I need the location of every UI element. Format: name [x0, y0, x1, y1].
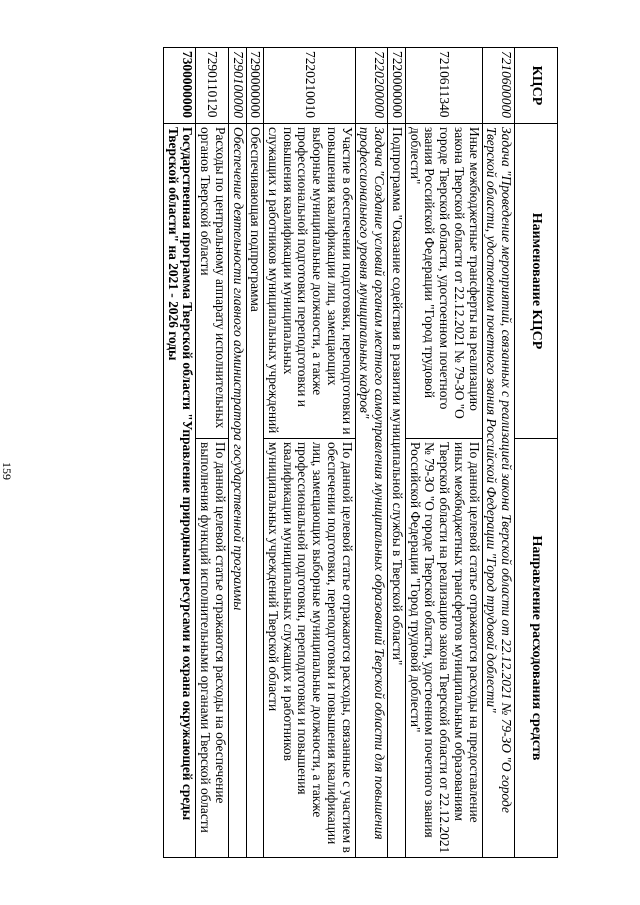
row-merged-text: Государственная программа Тверской области "Управление природными ресурсами и охрана окружающей среды Тверской области" на 2021 - 2026 годы	[163, 124, 195, 858]
table-row	[388, 48, 406, 858]
row-code: 7220200000	[355, 48, 387, 124]
kcsr-table	[163, 47, 558, 858]
row-direction: По данной целевой статье отражаются расходы, связанные с участием в обеспечении подготовки, переподготовки и повышения квалификации лиц, замещающих выборные муниципальные должности, а также профессиональной подготовки, переподготовки и повышения квалификации муниципальных служащих и работников муниципальных учреждений Тверской области	[264, 439, 355, 858]
header-direction: Направление расходования средств	[515, 439, 558, 858]
row-code: 7220000000	[388, 48, 406, 124]
table-header-row	[515, 48, 558, 858]
table-row	[264, 48, 355, 858]
row-merged-text: Обеспечивающая подпрограмма	[246, 124, 264, 858]
row-code: 7290000000	[246, 48, 264, 124]
row-merged-text: Задача "Проведение мероприятий, связанных с реализацией закона Тверской области от 22.12.2021 № 79-ЗО "О городе Тверской области, удостоенном почетного звания Российской Федерации "Город трудовой доблести"	[482, 124, 514, 858]
table-row	[246, 48, 264, 858]
row-merged-text: Подпрограмма "Оказание содействия в развитии муниципальной службы в Тверской области"	[388, 124, 406, 858]
row-merged-text: Задача "Создание условий органам местного самоуправления муниципальных образований Тверской области для повышения профессионального уровня муниципальных кадров"	[355, 124, 387, 858]
row-code: 7210611340	[405, 48, 482, 124]
table-row	[355, 48, 387, 858]
row-direction: По данной целевой статье отражаются расходы на предоставление иных межбюджетных трансфертов муниципальным образованиям Тверской области на реализацию закона Тверской области от 22.12.2021 № 79-ЗО "О городе Тверской области, удостоенном почетного звания Российской Федерации "Город трудовой доблести"	[405, 439, 482, 858]
row-name: Расходы по центральному аппарату исполнительных органов Тверской области	[196, 124, 228, 439]
row-name: Участие в обеспечении подготовки, переподготовки и повышения квалификации лиц, замещающих выборные муниципальные должности, а также профессиональной подготовки переподготовки и повышения квалификации муниципальных служащих и работников муниципальных учреждений	[264, 124, 355, 439]
row-direction: По данной целевой статье отражаются расходы на обеспечение выполнения функций исполнительными органами Тверской области	[196, 439, 228, 858]
row-code: 7290100000	[228, 48, 246, 124]
table-row	[405, 48, 482, 858]
row-code: 7300000000	[163, 48, 195, 124]
header-code: КЦСР	[515, 48, 558, 124]
page-number: 159	[0, 462, 14, 480]
table-row	[228, 48, 246, 858]
row-code: 7210600000	[482, 48, 514, 124]
row-code: 7220210010	[264, 48, 355, 124]
document-table-container	[94, 47, 558, 857]
row-merged-text: Обеспечение деятельности главного администратора государственной программы	[228, 124, 246, 858]
row-code: 7290110120	[196, 48, 228, 124]
header-name: Наименование КЦСР	[515, 124, 558, 439]
table-row	[196, 48, 228, 858]
table-row	[163, 48, 195, 858]
row-name: Иные межбюджетные трансферты на реализацию закона Тверской области от 22.12.2021 № 79-ЗО "О городе Тверской области, удостоенном почетного звания Российской Федерации "Город трудовой доблести"	[405, 124, 482, 439]
table-row	[482, 48, 514, 858]
